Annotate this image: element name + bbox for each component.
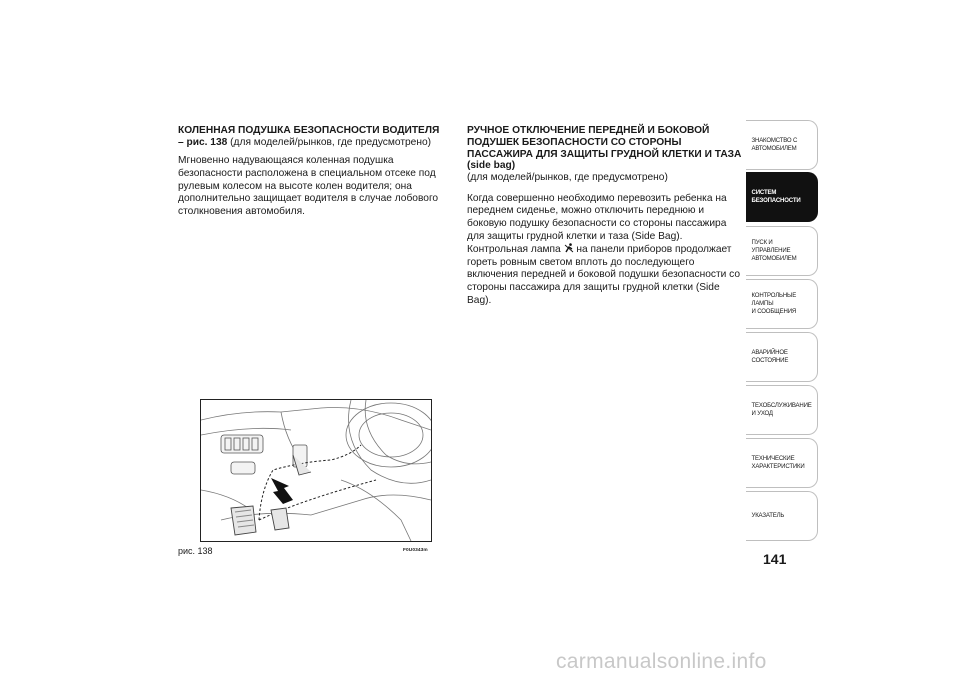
watermark: carmanualsonline.info xyxy=(556,650,767,673)
tab-technical-specs[interactable] xyxy=(746,438,818,488)
airbag-off-lamp-icon xyxy=(564,243,574,253)
figure-reference xyxy=(178,137,440,150)
body-text-after-icon: на панели приборов продолжает гореть ровным светом вплоть до последующего включения передней и боковой подушки безопасности со стороны пассажира для защиты грудной клетки (Side Bag). xyxy=(467,244,741,306)
passenger-airbag-body xyxy=(467,193,745,307)
body-text-before-icon: Когда совершенно необходимо перевозить ребенка на переднем сиденье, можно отключить переднюю и боковую подушку безопасности со стороны пассажира для защиты грудной клетки и таза (Side Bag). Контрольная лампа xyxy=(467,192,727,256)
tab-label: ЗНАКОМСТВО С АВТОМОБИЛЕМ xyxy=(751,137,798,152)
passenger-airbag-note: (для моделей/рынков, где предусмотрено) xyxy=(467,172,668,184)
tab-label: КОНТРОЛЬНЫЕ ЛАМПЫ И СООБЩЕНИЯ xyxy=(751,292,797,315)
tab-label: АВАРИЙНОЕ СОСТОЯНИЕ xyxy=(751,349,789,364)
tab-label: СИСТЕМ БЕЗОПАСНОСТИ xyxy=(751,189,801,204)
tab-maintenance[interactable] xyxy=(746,385,818,435)
knee-airbag-body: Мгновенно надувающаяся коленная подушка безопасности расположена в специальном отсеке под рулевым колесом на высоте колен водителя; она дополнительно защищает водителя в случае лобового столкновения автомобиля. xyxy=(178,155,439,217)
tab-emergency[interactable] xyxy=(746,332,818,382)
figure-ref-note: (для моделей/рынков, где предусмотрено) xyxy=(230,136,432,148)
knee-airbag-section xyxy=(178,125,440,218)
page-number: 141 xyxy=(763,551,787,567)
passenger-airbag-section xyxy=(467,125,745,307)
knee-airbag-heading: КОЛЕННАЯ ПОДУШКА БЕЗОПАСНОСТИ ВОДИТЕЛЯ xyxy=(178,125,440,136)
tab-label: ТЕХОБСЛУЖИВАНИЕ И УХОД xyxy=(751,402,812,417)
tab-introduction[interactable] xyxy=(746,120,818,170)
tab-label: УКАЗАТЕЛЬ xyxy=(751,512,785,519)
dashboard-illustration xyxy=(201,400,431,541)
figure-code: F0U0343m xyxy=(403,548,428,553)
tab-label: ТЕХНИЧЕСКИЕ ХАРАКТЕРИСТИКИ xyxy=(751,455,805,470)
tab-starting-driving[interactable] xyxy=(746,226,818,276)
tab-index[interactable] xyxy=(746,491,818,541)
tab-safety[interactable] xyxy=(746,172,818,222)
figure-ref-label: – рис. 138 xyxy=(178,136,228,148)
figure-caption: рис. 138 xyxy=(178,546,213,556)
passenger-airbag-heading: РУЧНОЕ ОТКЛЮЧЕНИЕ ПЕРЕДНЕЙ И БОКОВОЙ ПОДУШЕК БЕЗОПАСНОСТИ СО СТОРОНЫ ПАССАЖИРА ДЛЯ ЗАЩИТЫ ГРУДНОЙ КЛЕТКИ И ТАЗА (side bag) xyxy=(467,125,742,172)
tab-warning-lights[interactable] xyxy=(746,279,818,329)
tab-label: ПУСК И УПРАВЛЕНИЕ АВТОМОБИЛЕМ xyxy=(751,239,797,262)
knee-airbag-figure xyxy=(200,399,432,542)
